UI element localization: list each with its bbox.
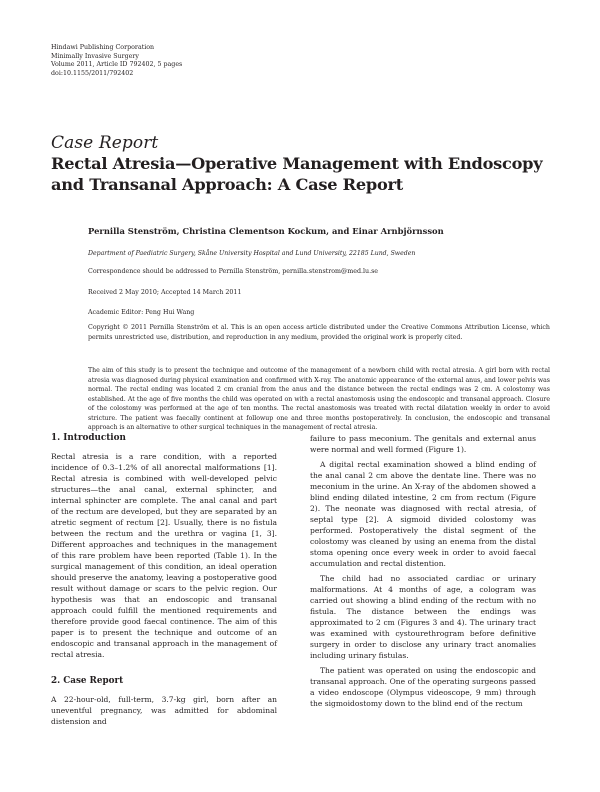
paragraph: failure to pass meconium. The genitals and external anus were normal and well formed (Figure 1). xyxy=(310,434,536,454)
introduction-body xyxy=(51,451,277,664)
paragraph: Rectal atresia is a rare condition, with a reported incidence of 0.3–1.2% of all anorectal malformations [1]. Rectal atresia is combined with well-developed pelvic structures—the anal canal, external sphincter, and internal sphincter are complete. The anal canal and part of the rectum are developed, but they are separated by an atretic segment of rectum [2]. Usually, there is no fistula between the rectum and the urethra or vagina [1, 3]. Different approaches and techniques in the management of this rare problem have been reported (Table 1). In the surgical management of this condition, an ideal operation should preserve the anatomy, leaving a postoperative good result without damage or scars to the pelvic region. Our hypothesis was that an endoscopic and transanal approach could fulfill the mentioned requirements and therefore provide good faecal continence. The aim of this paper is to present the technique and outcome of an endoscopic and transanal approach in the management of rectal atresia. xyxy=(51,452,277,659)
paragraph: A digital rectal examination showed a blind ending of the anal canal 2 cm above the dentate line. There was no meconium in the urine. An X-ray of the abdomen showed a blind ending dilated intestine, 2 cm from rectum (Figure 2). The neonate was diagnosed with rectal atresia, of septal type [2]. A sigmoid divided colostomy was performed. Postoperatively the distal segment of the colostomy was cleaned by using an enema from the distal stoma opening once every week in order to avoid faecal accumulation and rectal distention. xyxy=(310,460,536,568)
paragraph: A 22-hour-old, full-term, 3.7-kg girl, born after an uneventful pregnancy, was admitted for abdominal distension and xyxy=(51,695,277,726)
volume-info: Volume 2011, Article ID 792402, 5 pages xyxy=(51,61,183,69)
journal-name: Minimally Invasive Surgery xyxy=(51,52,139,60)
author-list: Pernilla Stenström, Christina Clementson Kockum, and Einar Arnbjörnsson xyxy=(88,226,444,236)
section-heading-introduction: 1. Introduction xyxy=(51,433,126,443)
section-heading-case-report: 2. Case Report xyxy=(51,676,124,686)
paragraph: The patient was operated on using the endoscopic and transanal approach. One of the operating surgeons passed a video endoscope (Olympus videoscope, 9 mm) through the sigmoidostomy down to the blind end of the rectum xyxy=(310,666,536,708)
doi-link[interactable]: doi:10.1155/2011/792402 xyxy=(51,69,134,77)
abstract: The aim of this study is to present the technique and outcome of the management of a newborn child with rectal atresia. A girl born with rectal atresia was diagnosed during physical examination and confirmed with X-ray. The anatomic appearance of the external anus, and lower pelvis was normal. The rectal ending was located 2 cm cranial from the anus and the distance between the rectal endings was 2 cm. A colostomy was established. At the age of five months the child was operated on with a rectal anastomosis using the endoscopic and transanal approach. Closure of the colostomy was performed at the age of ten months. The rectal anastomosis was treated with rectal dilatation weekly in order to avoid stricture. The patient was faecally continent at followup one and three months postoperatively. In conclusion, the endoscopic and transanal approach is an alternative to other surgical techniques in the management of rectal atresia. xyxy=(88,367,550,432)
academic-editor: Academic Editor: Peng Hui Wang xyxy=(88,309,195,316)
paragraph: The child had no associated cardiac or urinary malformations. At 4 months of age, a cologram was carried out showing a blind ending of the rectum with no fistula. The distance between the endings was approximated to 2 cm (Figures 3 and 4). The urinary tract was examined with cystourethrogram before definitive surgery in order to disclose any urinary tract anomalies including urinary fistulas. xyxy=(310,574,536,660)
article-title: Rectal Atresia—Operative Management with Endoscopy and Transanal Approach: A Case Report xyxy=(51,154,543,194)
case-report-body xyxy=(51,694,277,731)
copyright-notice: Copyright © 2011 Pernilla Stenström et al. This is an open access article distributed under the Creative Commons Attribution License, which permits unrestricted use, distribution, and reproduction in any medium, provided the original work is properly cited. xyxy=(88,324,550,341)
publisher-name: Hindawi Publishing Corporation xyxy=(51,44,155,51)
article-type: Case Report xyxy=(51,133,159,153)
correspondence: Correspondence should be addressed to Pernilla Stenström, pernilla.stenstrom@med.lu.se xyxy=(88,268,379,275)
received-dates: Received 2 May 2010; Accepted 14 March 2011 xyxy=(88,289,242,296)
affiliation: Department of Paediatric Surgery, Skåne University Hospital and Lund University, 22185 Lund, Sweden xyxy=(88,250,416,257)
right-column-body xyxy=(310,433,536,713)
journal-header xyxy=(51,44,182,78)
